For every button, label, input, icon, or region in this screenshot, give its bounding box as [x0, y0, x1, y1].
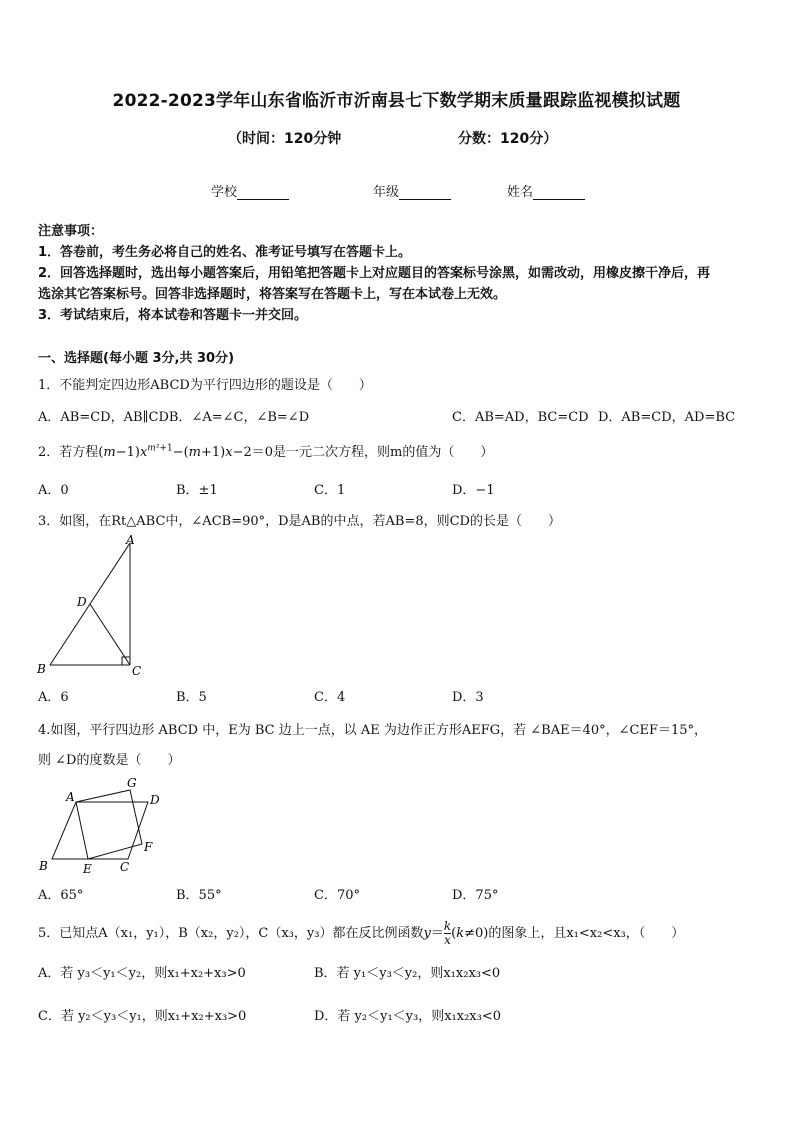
notes-line-2b: 选涂其它答案标号。回答非选择题时，将答案写在答题卡上，写在本试卷上无效。: [38, 287, 507, 302]
q2-option-c: C．1: [314, 483, 346, 498]
q3-stem: 3．如图，在Rt△ABC中，∠ACB=90°，D是AB的中点，若AB=8，则CD的长是（ ）: [38, 514, 561, 529]
name-label: 姓名: [507, 185, 534, 200]
section-heading: 一、选择题(每小题 3分,共 30分): [38, 351, 235, 366]
q4-parallelogram-abcd: [52, 802, 148, 859]
q1-option-ab: A．AB=CD，AB∥CDB．∠A=∠C，∠B=∠D: [38, 410, 310, 425]
notes-line-3: 3．考试结束后，将本试卷和答题卡一并交回。: [38, 308, 308, 323]
grade-field: [373, 181, 451, 200]
q4-label-d: D: [150, 793, 160, 807]
q2-equation: $(m-1)x^{m^2+1}-(m+1)x-2=0$: [98, 443, 274, 460]
school-field: [211, 181, 289, 200]
q4-label-e: E: [83, 862, 92, 876]
q5-function: y＝ $\frac{k}{x}$ (k≠0): [423, 919, 489, 947]
q3-option-c: C．4: [314, 690, 346, 705]
q4-option-a: A．65°: [38, 888, 84, 903]
q2-option-d: D．−1: [452, 483, 495, 498]
q2-stem: [38, 441, 493, 460]
q3-option-a: A．6: [38, 690, 69, 705]
q5-option-d: D．若 y₂＜y₁＜y₃，则x₁x₂x₃<0: [314, 1009, 502, 1024]
q5-stem-pre: 5．已知点A（x₁，y₁），B（x₂，y₂），C（x₃，y₃）都在反比例函数: [38, 926, 424, 941]
q4-line-2: 则 ∠D的度数是（ ）: [38, 753, 181, 768]
q2-stem-post: 是一元二次方程，则m的值为（ ）: [273, 445, 494, 460]
notes-heading: 注意事项：: [38, 224, 104, 239]
q3-option-d: D．3: [452, 690, 484, 705]
q4-label-a: A: [66, 790, 75, 804]
q5-option-a: A．若 y₃＜y₁＜y₂，则x₁+x₂+x₃>0: [38, 966, 246, 981]
q4-label-f: F: [144, 840, 153, 854]
q4-label-g: G: [127, 776, 137, 790]
q5-stem-post: 的图象上，且x₁<x₂<x₃，（ ）: [488, 926, 685, 941]
q4-option-b: B．55°: [176, 888, 222, 903]
q5-option-c: C．若 y₂＜y₃＜y₁，则x₁+x₂+x₃>0: [38, 1009, 247, 1024]
name-blank: [533, 186, 585, 200]
q3-figure: [34, 533, 154, 679]
q2-stem-pre: 2．若方程: [38, 445, 99, 460]
notes-block: [38, 221, 710, 326]
school-label: 学校: [211, 185, 238, 200]
notes-line-2a: 2．回答选择题时，选出每小题答案后，用铅笔把答题卡上对应题目的答案标号涂黑，如需改动，用橡皮擦干净后，再: [38, 266, 711, 281]
grade-blank: [399, 186, 451, 200]
score-info: 分数：120分）: [458, 131, 558, 147]
q1-option-c: C．AB=AD，BC=CD: [452, 410, 589, 425]
q4-label-c: C: [120, 860, 130, 874]
q3-label-a: A: [126, 533, 135, 547]
time-info: （时间：120分钟: [228, 131, 342, 147]
q4-option-d: D．75°: [452, 888, 499, 903]
q4-label-b: B: [39, 859, 48, 873]
q3-option-b: B．5: [176, 690, 207, 705]
q3-label-c: C: [132, 664, 142, 678]
exam-title: 2022-2023学年山东省临沂市沂南县七下数学期末质量跟踪监视模拟试题: [112, 91, 681, 111]
q2-option-b: B．±1: [176, 483, 218, 498]
name-field: [507, 181, 585, 200]
q3-label-d: D: [77, 595, 87, 609]
q4-figure: [34, 774, 168, 876]
q1-stem: 1．不能判定四边形ABCD为平行四边形的题设是（ ）: [38, 378, 372, 393]
q2-option-a: A．0: [38, 483, 69, 498]
q4-line-1: 4.如图，平行四边形 ABCD 中，E为 BC 边上一点，以 AE 为边作正方形AEFG，若 ∠BAE＝40°，∠CEF＝15°，: [38, 723, 708, 738]
q1-option-d: D．AB=CD，AD=BC: [598, 410, 736, 425]
q3-median-cd: [90, 604, 130, 665]
grade-label: 年级: [373, 185, 400, 200]
q4-option-c: C．70°: [314, 888, 360, 903]
q3-label-b: B: [37, 662, 46, 676]
school-blank: [237, 186, 289, 200]
notes-line-1: 1．答卷前，考生务必将自己的姓名、准考证号填写在答题卡上。: [38, 245, 412, 260]
q5-stem: [38, 920, 684, 947]
q5-option-b: B．若 y₁＜y₃＜y₂，则x₁x₂x₃<0: [314, 966, 501, 981]
